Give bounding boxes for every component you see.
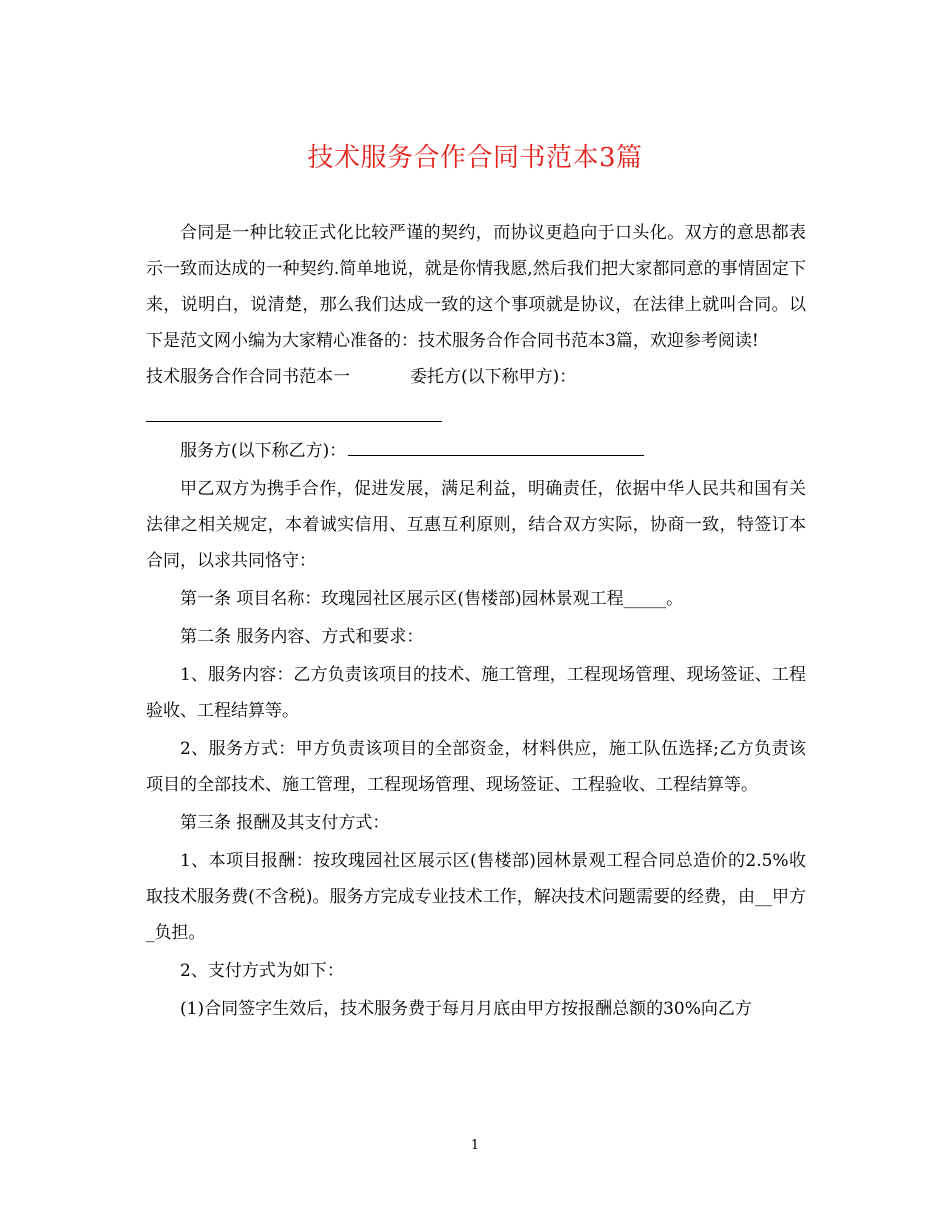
page-number: 1	[470, 1138, 480, 1153]
party-a-label: 委托方(以下称甲方)：	[410, 367, 577, 387]
party-b-underline	[348, 437, 644, 456]
article-3-item-2: 2、支付方式为如下：	[180, 961, 344, 981]
article-2-item-2: 2、服务方式：甲方负责该项目的全部资金，材料供应，施工队伍选择;乙方负责该项目的全部技术、施工管理，工程现场管理、现场签证、工程验收、工程结算等。	[146, 739, 806, 795]
article-3-heading: 第三条 报酬及其支付方式：	[180, 813, 390, 833]
article-2-heading: 第二条 服务内容、方式和要求：	[180, 627, 424, 647]
party-a-blank-line	[146, 395, 806, 431]
sample-heading-line	[146, 359, 806, 395]
intro-paragraph: 合同是一种比较正式化比较严谨的契约，而协议更趋向于口头化。双方的意思都表示一致而达成的一种契约.简单地说，就是你情我愿,然后我们把大家都同意的事情固定下来，说明白，说清楚，那么我们达成一致的这个事项就是协议，在法律上就叫合同。以下是范文网小编为大家精心准备的：技术服务合作合同书范本3篇，欢迎参考阅读!	[146, 223, 806, 351]
party-a-underline	[146, 421, 442, 422]
article-2-item-1: 1、服务内容：乙方负责该项目的技术、施工管理，工程现场管理、现场签证、工程验收、工程结算等。	[146, 665, 806, 721]
party-b-line	[146, 433, 806, 469]
document-body	[146, 215, 806, 1027]
article-3-item-1: 1、本项目报酬：按玫瑰园社区展示区(售楼部)园林景观工程合同总造价的2.5%收取技术服务费(不含税)。服务方完成专业技术工作，解决技术问题需要的经费，由__甲方_负担。	[146, 851, 806, 943]
article-3-item-2-sub-1: (1)合同签字生效后，技术服务费于每月月底由甲方按报酬总额的30%向乙方	[180, 999, 752, 1019]
party-b-label: 服务方(以下称乙方)：	[180, 441, 347, 461]
preamble-paragraph: 甲乙双方为携手合作，促进发展，满足利益，明确责任，依据中华人民共和国有关法律之相关规定，本着诚实信用、互惠互利原则，结合双方实际，协商一致，特签订本合同，以求共同恪守：	[146, 479, 806, 571]
document-title: 技术服务合作合同书范本3篇	[307, 143, 643, 173]
article-1: 第一条 项目名称：玫瑰园社区展示区(售楼部)园林景观工程_____。	[180, 589, 684, 609]
sample-heading: 技术服务合作合同书范本一	[146, 367, 350, 387]
